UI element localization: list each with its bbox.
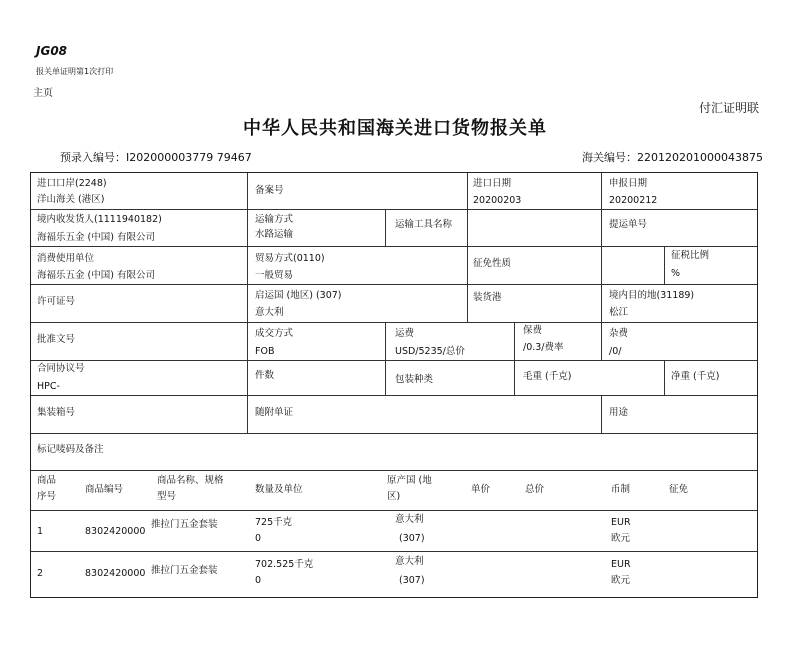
port-label: 进口口岸(2248)	[37, 178, 107, 189]
col-currency-header: 币制	[611, 484, 631, 495]
contract-label: 合同协议号	[37, 363, 85, 374]
vehicle-label: 运输工具名称	[395, 219, 453, 230]
row-code: 8302420000	[85, 526, 146, 537]
misc-value: /0/	[609, 346, 622, 357]
trade-mode-label: 贸易方式(0110)	[255, 253, 325, 264]
col-divider	[664, 246, 665, 284]
col-divider	[385, 360, 386, 395]
row-origin: 意大利	[395, 556, 424, 567]
col-divider	[385, 322, 386, 360]
page-title: 中华人民共和国海关进口货物报关单	[243, 118, 547, 139]
col-name-header-2: 型号	[157, 491, 177, 502]
col-qty-header: 数量及单位	[255, 484, 303, 495]
consumer-value: 海福乐五金 (中国) 有限公司	[37, 270, 155, 281]
consignee-value: 海福乐五金 (中国) 有限公司	[37, 232, 155, 243]
row-qty: 702.525千克	[255, 559, 314, 570]
col-divider	[601, 395, 602, 433]
row-seq: 2	[37, 568, 44, 579]
import-date-value: 20200203	[473, 195, 522, 206]
consignee-label: 境内收发货人(1111940182)	[37, 214, 162, 225]
deal-mode-label: 成交方式	[255, 328, 294, 339]
row-currency: EUR	[611, 517, 631, 528]
row-divider	[31, 246, 757, 247]
col-origin-header-2: 区)	[387, 491, 401, 502]
row-qty-2: 0	[255, 533, 262, 544]
net-weight-label: 净重 (千克)	[671, 371, 720, 382]
contract-value: HPC-	[37, 381, 60, 392]
insurance-value: /0.3/费率	[523, 342, 564, 353]
row-qty: 725千克	[255, 517, 293, 528]
transport-mode-value: 水路运输	[255, 229, 294, 240]
declare-date-value: 20200212	[609, 195, 658, 206]
row-currency-name: 欧元	[611, 533, 631, 544]
bl-label: 提运单号	[609, 219, 648, 230]
transport-mode-label: 运输方式	[255, 214, 294, 225]
form-code: JG08	[36, 44, 68, 58]
deal-mode-value: FOB	[255, 346, 275, 357]
row-divider	[31, 510, 757, 511]
copy-label: 付汇证明联	[698, 101, 759, 115]
record-label: 备案号	[255, 185, 284, 196]
col-divider	[385, 209, 386, 246]
pieces-label: 件数	[255, 370, 275, 381]
row-divider	[31, 395, 757, 396]
col-total-header: 总价	[525, 484, 545, 495]
exemption-label: 征免性质	[473, 258, 512, 269]
col-code-header: 商品编号	[85, 484, 124, 495]
license-label: 许可证号	[37, 296, 76, 307]
gross-weight-label: 毛重 (千克)	[523, 371, 572, 382]
col-duty-header: 征免	[669, 484, 689, 495]
row-origin-code: (307)	[399, 575, 425, 586]
row-name: 推拉门五金套装	[151, 519, 218, 530]
container-label: 集装箱号	[37, 407, 76, 418]
row-code: 8302420000	[85, 568, 146, 579]
use-label: 用途	[609, 407, 629, 418]
col-divider	[467, 246, 468, 284]
import-date-label: 进口日期	[473, 178, 512, 189]
misc-label: 杂费	[609, 328, 629, 339]
package-label: 包装种类	[395, 374, 434, 385]
col-divider	[664, 360, 665, 395]
row-qty-2: 0	[255, 575, 262, 586]
col-divider	[467, 173, 468, 246]
customs-number: 海关编号：220120201000043875	[582, 151, 763, 164]
pre-entry-number: 预录入编号：I202000003779 79467	[60, 151, 252, 164]
col-divider	[247, 173, 248, 433]
col-divider	[467, 284, 468, 322]
origin-country-label: 启运国 (地区) (307)	[255, 290, 342, 301]
consumer-label: 消费使用单位	[37, 253, 95, 264]
docs-label: 随附单证	[255, 407, 294, 418]
row-divider	[31, 433, 757, 434]
row-seq: 1	[37, 526, 44, 537]
row-divider	[31, 551, 757, 552]
port-value: 洋山海关 (港区)	[37, 194, 105, 205]
declaration-form	[30, 172, 758, 598]
row-origin: 意大利	[395, 514, 424, 525]
tax-ratio-value: %	[671, 268, 681, 279]
row-divider	[31, 322, 757, 323]
row-currency: EUR	[611, 559, 631, 570]
col-divider	[601, 284, 602, 322]
row-origin-code: (307)	[399, 533, 425, 544]
tax-ratio-label: 征税比例	[671, 250, 710, 261]
loading-port-label: 装货港	[473, 292, 502, 303]
col-seq-header: 商品	[37, 475, 57, 486]
row-divider	[31, 209, 757, 210]
col-name-header: 商品名称、规格	[157, 475, 224, 486]
col-seq-header-2: 序号	[37, 491, 57, 502]
row-divider	[31, 284, 757, 285]
col-divider	[601, 322, 602, 360]
row-currency-name: 欧元	[611, 575, 631, 586]
approval-label: 批准文号	[37, 334, 76, 345]
freight-label: 运费	[395, 328, 415, 339]
print-note: 报关单证明第1次打印	[36, 67, 114, 76]
row-divider	[31, 360, 757, 361]
declare-date-label: 申报日期	[609, 178, 648, 189]
destination-label: 境内目的地(31189)	[609, 290, 695, 301]
destination-value: 松江	[609, 307, 629, 318]
trade-mode-value: 一般贸易	[255, 270, 294, 281]
page-label: 主页	[33, 88, 53, 99]
freight-value: USD/5235/总价	[395, 346, 465, 357]
col-divider	[514, 360, 515, 395]
col-divider	[601, 173, 602, 284]
col-divider	[514, 322, 515, 360]
row-divider	[31, 470, 757, 471]
marks-label: 标记唛码及备注	[37, 444, 104, 455]
col-origin-header: 原产国 (地	[387, 475, 432, 486]
insurance-label: 保费	[523, 325, 543, 336]
origin-country-value: 意大利	[255, 307, 284, 318]
row-name: 推拉门五金套装	[151, 565, 218, 576]
col-unit-price-header: 单价	[471, 484, 491, 495]
